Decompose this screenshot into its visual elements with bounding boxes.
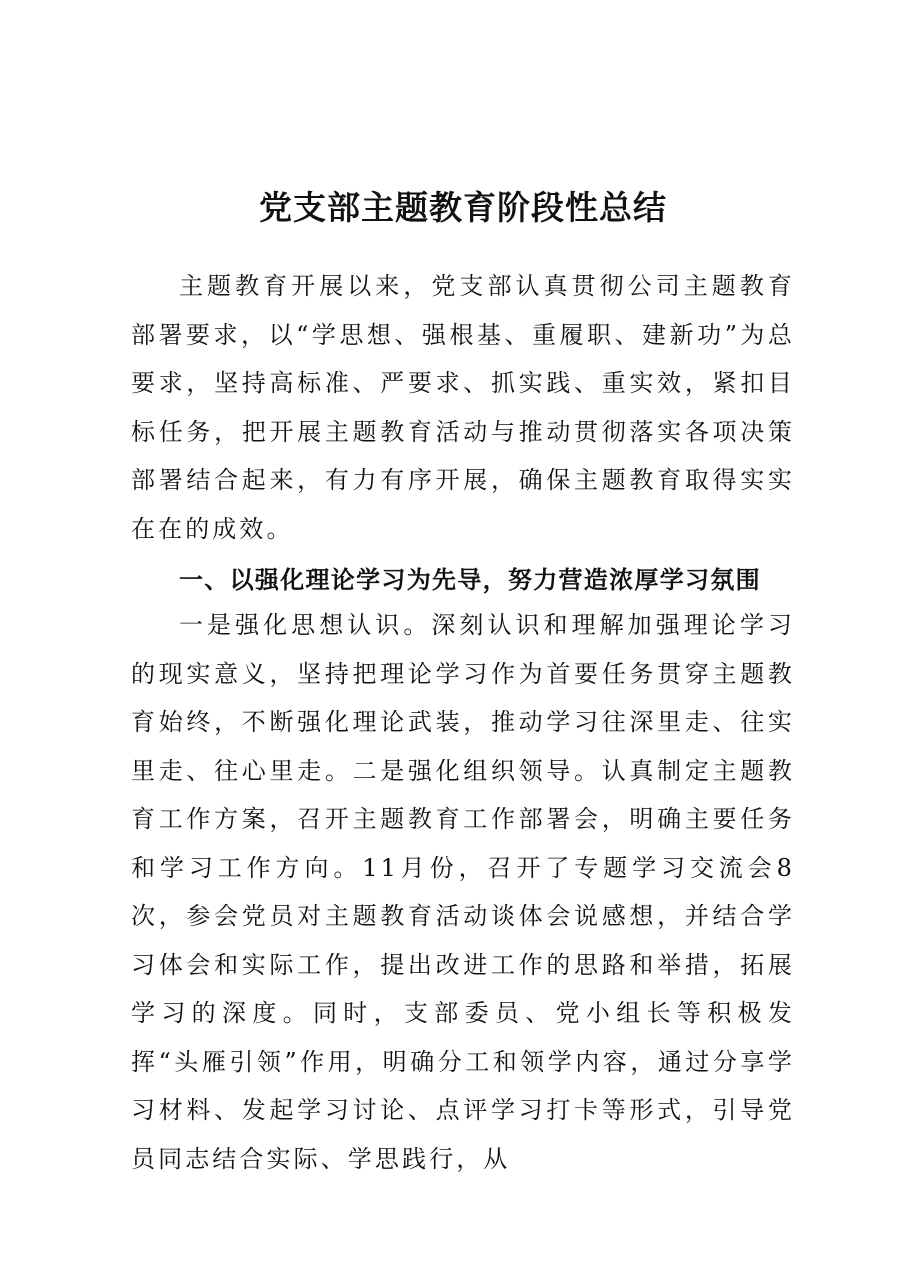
document-body <box>131 180 795 1183</box>
section-paragraph-1: 一是强化思想认识。深刻认识和理解加强理论学习的现实意义，坚持把理论学习作为首要任务贯穿主题教育始终，不断强化理论武装，推动学习往深里走、往实里走、往心里走。二是强化组织领导。认真制定主题教育工作方案，召开主题教育工作部署会，明确主要任务和学习工作方向。11月份，召开了专题学习交流会8次，参会党员对主题教育活动谈体会说感想，并结合学习体会和实际工作，提出改进工作的思路和举措，拓展学习的深度。同时，支部委员、党小组长等积极发挥“头雁引领”作用，明确分工和领学内容，通过分享学习材料、发起学习讨论、点评学习打卡等形式，引导党员同志结合实际、学思践行，从 <box>131 611 795 1173</box>
document-title: 党支部主题教育阶段性总结 <box>259 188 667 227</box>
intro-paragraph: 主题教育开展以来，党支部认真贯彻公司主题教育部署要求，以“学思想、强根基、重履职、建新功”为总要求，坚持高标准、严要求、抓实践、重实效，紧扣目标任务，把开展主题教育活动与推动贯彻落实各项决策部署结合起来，有力有序开展，确保主题教育取得实实在在的成效。 <box>131 272 795 543</box>
section-heading-1: 一、以强化理论学习为先导，努力营造浓厚学习氛围 <box>179 566 761 594</box>
